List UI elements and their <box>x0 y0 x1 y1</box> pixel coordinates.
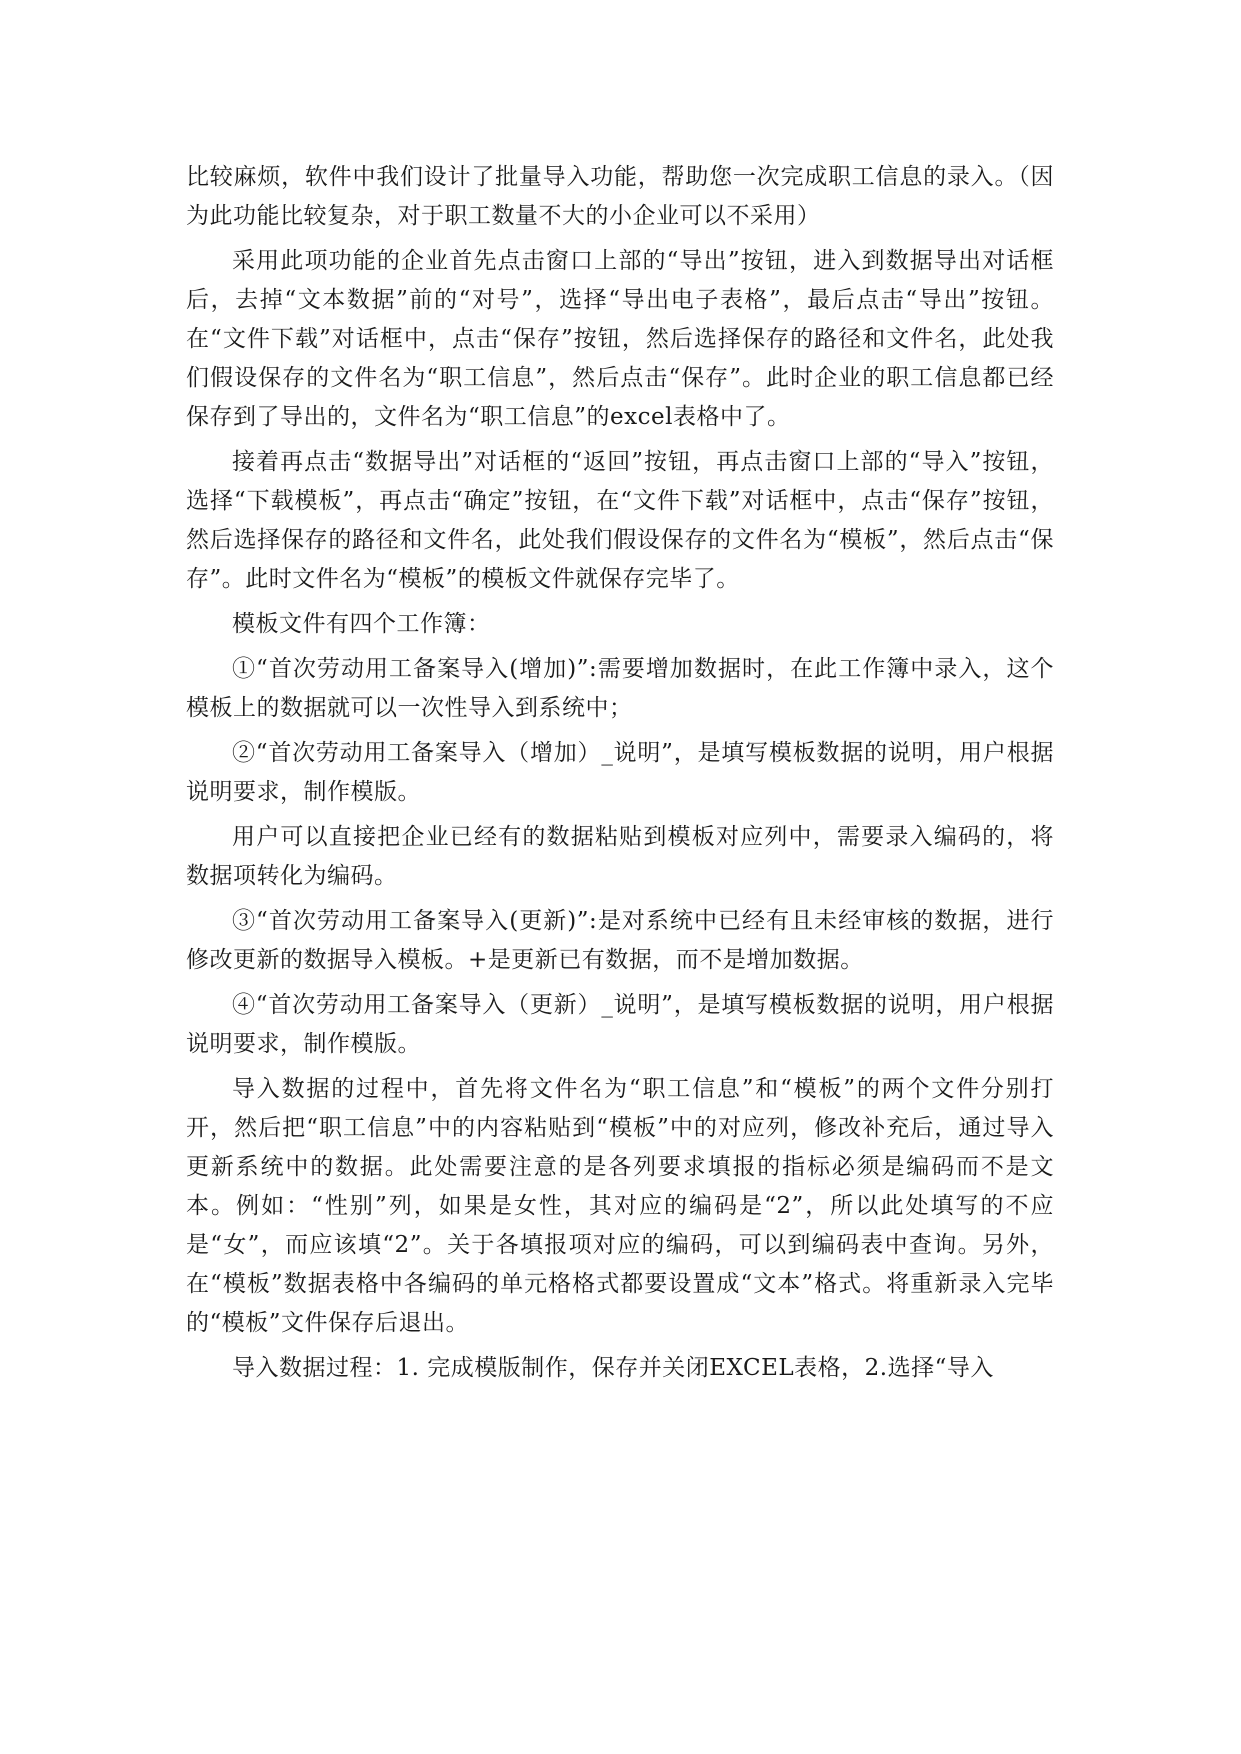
document-body <box>186 158 1054 1388</box>
paragraph-import-process: 导入数据的过程中，首先将文件名为“职工信息”和“模板”的两个文件分别打开，然后把“职工信息”中的内容粘贴到“模板”中的对应列，修改补充后，通过导入更新系统中的数据。此处需要注意的是各列要求填报的指标必须是编码而不是文本。例如：“性别”列，如果是女性，其对应的编码是“2”，所以此处填写的不应是“女”，而应该填“2”。关于各填报项对应的编码，可以到编码表中查询。另外，在“模板”数据表格中各编码的单元格格式都要设置成“文本”格式。将重新录入完毕的“模板”文件保存后退出。 <box>186 1076 1054 1336</box>
paragraph-workbook-1: ①“首次劳动用工备案导入(增加)”:需要增加数据时，在此工作簿中录入，这个模板上的数据就可以一次性导入到系统中； <box>186 656 1054 721</box>
paragraph-download-template: 接着再点击“数据导出”对话框的“返回”按钮，再点击窗口上部的“导入”按钮，选择“下载模板”，再点击“确定”按钮，在“文件下载”对话框中，点击“保存”按钮，然后选择保存的路径和文件名，此处我们假设保存的文件名为“模板”，然后点击“保存”。此时文件名为“模板”的模板文件就保存完毕了。 <box>186 449 1054 592</box>
paragraph-workbook-count: 模板文件有四个工作簿： <box>232 611 491 637</box>
paragraph-workbook-3: ③“首次劳动用工备案导入(更新)”:是对系统中已经有且未经审核的数据，进行修改更新的数据导入模板。+是更新已有数据，而不是增加数据。 <box>186 908 1054 973</box>
paragraph-paste-data: 用户可以直接把企业已经有的数据粘贴到模板对应列中，需要录入编码的，将数据项转化为编码。 <box>186 824 1054 889</box>
paragraph-export-steps: 采用此项功能的企业首先点击窗口上部的“导出”按钮，进入到数据导出对话框后，去掉“文本数据”前的“对号”，选择“导出电子表格”，最后点击“导出”按钮。在“文件下载”对话框中，点击“保存”按钮，然后选择保存的路径和文件名，此处我们假设保存的文件名为“职工信息”，然后点击“保存”。此时企业的职工信息都已经保存到了导出的，文件名为“职工信息”的excel表格中了。 <box>186 248 1054 430</box>
paragraph-workbook-4: ④“首次劳动用工备案导入（更新）_说明”，是填写模板数据的说明，用户根据说明要求，制作模版。 <box>186 992 1054 1057</box>
paragraph-batch-import-intro: 比较麻烦，软件中我们设计了批量导入功能，帮助您一次完成职工信息的录入。（因为此功能比较复杂，对于职工数量不大的小企业可以不采用） <box>186 164 1054 229</box>
paragraph-import-steps: 导入数据过程：1. 完成模版制作，保存并关闭EXCEL表格，2.选择“导入 <box>232 1355 994 1381</box>
paragraph-workbook-2: ②“首次劳动用工备案导入（增加）_说明”，是填写模板数据的说明，用户根据说明要求，制作模版。 <box>186 740 1054 805</box>
